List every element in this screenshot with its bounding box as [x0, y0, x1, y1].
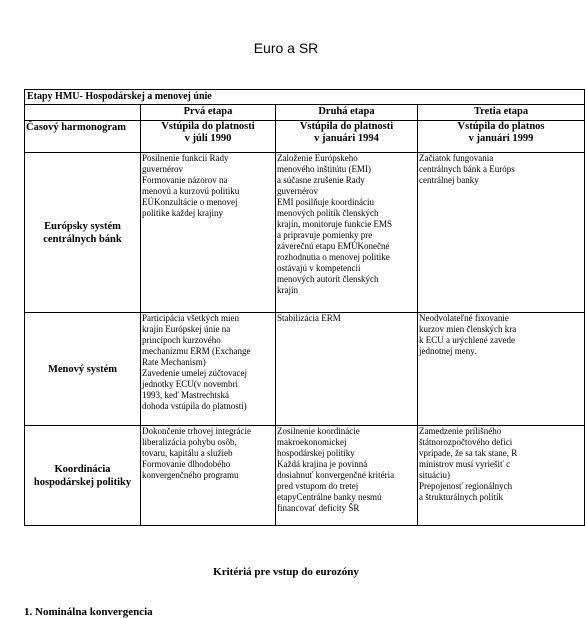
schedule-stage-2: Vstúpila do platnosti v januári 1994 — [276, 121, 418, 153]
table-row — [25, 153, 585, 313]
table-cell: Participácia všetkých mien krajín Európskej únie na princípoch kurzového mechanizmu ERM (Exchange Rate Mechanism) Zavedenie umelej zúčtovacej jednotky ECU(v novembri 1993, keď Mastrechtská dohoda vstúpila do platnosti) — [141, 313, 276, 426]
section-heading: Kritériá pre vstup do eurozóny — [213, 566, 359, 578]
table-cell: Zosilnenie koordinácie makroekonomickej hospodárskej politiky Každá krajina je povinná dosiahnuť konvergenčné kritéria pred vstupom do tretej etapyCentrálne banky nesmú financovať deficity ŠR — [276, 426, 418, 526]
table-cell: Začiatok fungovania centrálnych bánk a Európs centrálnej banky — [418, 153, 585, 313]
table-cell: Neodvolateľné fixovanie kurzov mien členských kra k ECU a urýchlené zavede jednotnej meny. — [418, 313, 585, 426]
stage-header-2: Druhá etapa — [276, 105, 418, 121]
stage-header-3: Tretia etapa — [418, 105, 585, 121]
row-label-economic-coordination: Koordinácia hospodárskej politiky — [25, 426, 141, 526]
table-cell: Stabilizácia ERM — [276, 313, 418, 426]
stage-header-row — [25, 105, 585, 121]
document-title: Euro a SR — [253, 40, 319, 56]
table-cell: Dokončenie trhovej integrácie liberalizácia pohybu osôb, tovaru, kapitálu a služieb Formovanie dlhodobého konvergenčného programu — [141, 426, 276, 526]
row-label-monetary-system: Menový systém — [25, 313, 141, 426]
schedule-stage-1: Vstúpila do platnosti v júli 1990 — [141, 121, 276, 153]
row-label-central-banks: Európsky systém centrálnych bánk — [25, 153, 141, 313]
list-item: 1. Nominálna konvergencia — [24, 606, 153, 618]
table-cell: Založenie Európskeho menového inštitútu (EMI) a súčasne zrušenie Rady guvernérov EMI posilňuje koordináciu menových politík členských krajín, monitoruje funkcie EMS a pripravuje pomienky pre záverečnú etapu EMÚKonečné rozhodnutia o menovej politike ostávajú v kompetencii menových autorít členských krajín — [276, 153, 418, 313]
schedule-row — [25, 121, 585, 153]
emu-stages-table — [24, 89, 585, 526]
table-cell: Zamedzenie prílišného štátnorozpočtového defici vprípade, že sa tak stane, R ministrov musí vyriešiť c situáciu) Prepojenosť regionálnych a štrukturálnych politík — [418, 426, 585, 526]
schedule-stage-3: Vstúpila do platnos v januári 1999 — [418, 121, 585, 153]
empty-header-cell — [25, 105, 141, 121]
table-title-row — [25, 90, 585, 105]
table-row — [25, 426, 585, 526]
table-row — [25, 313, 585, 426]
table-title: Etapy HMU- Hospodárskej a menovej únie — [25, 90, 585, 105]
schedule-label: Časový harmonogram — [25, 121, 141, 153]
table-cell: Posilnenie funkcií Rady guvernérov Formovanie názorov na menovú a kurzovú politiku EÚKonzultácie o menovej politike každej krajiny — [141, 153, 276, 313]
stage-header-1: Prvá etapa — [141, 105, 276, 121]
